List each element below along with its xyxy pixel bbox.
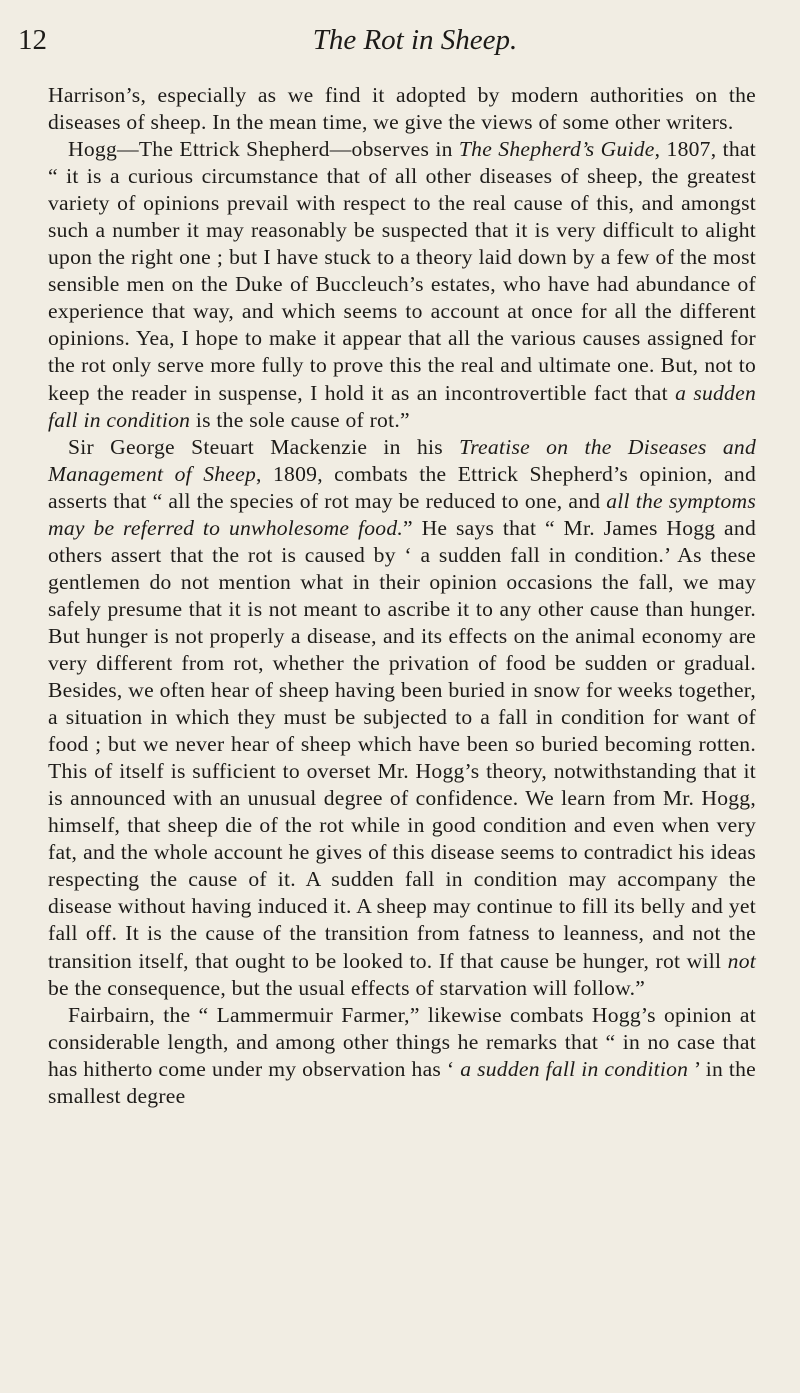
paragraph-fairbairn (48, 1002, 756, 1110)
text-run: ’ in the smallest degree (48, 1056, 756, 1108)
italic-emphasis: a sudden fall in condition (48, 380, 756, 432)
body-text (48, 82, 756, 1110)
paragraph-mackenzie (48, 434, 756, 1002)
text-run: , 1809, combats the Ettrick Shepherd’s opinion, and asserts that “ all the species of rot may be reduced to one, and (48, 461, 756, 513)
italic-emphasis: a sudden fall in condition (460, 1056, 689, 1081)
page-number: 12 (18, 24, 47, 56)
italic-book-title: Treatise on the Diseases and Management of Sheep (48, 434, 756, 486)
italic-emphasis: all the symptoms may be referred to unwholesome food. (48, 488, 756, 540)
text-run: Fairbairn, the “ Lammermuir Farmer,” likewise combats Hogg’s opinion at considerable length, and among other things he remarks that “ in no case that has hitherto come under my observation has ‘ (48, 1002, 756, 1081)
text-run: Harrison’s, especially as we find it adopted by modern authorities on the diseases of sheep. In the mean time, we give the views of some other writers. (48, 83, 756, 135)
italic-book-title: The Shepherd’s Guide (458, 137, 655, 162)
text-run: is the sole cause of rot.” (190, 407, 410, 432)
running-title: The Rot in Sheep. (312, 24, 518, 56)
text-run: Sir George Steuart Mackenzie in his (68, 434, 460, 459)
italic-emphasis: not (727, 948, 756, 973)
text-run: ” He says that “ Mr. James Hogg and others assert that the rot is caused by ‘ a sudden fall in condition.’ As these gentlemen do not mention what in their opinion occasions the fall, we may safely presume that it is not meant to ascribe it to any other cause than hunger. But hunger is not properly a disease, and its effects on the animal economy are very different from rot, whether the privation of food be sudden or gradual. Besides, we often hear of sheep having been buried in snow for weeks together, a situation in which they must be subjected to a fall in condition for want of food ; but we never hear of sheep which have been so buried becoming rotten. This of itself is sufficient to overset Mr. Hogg’s theory, notwithstanding that it is announced with an unusual degree of confidence. We learn from Mr. Hogg, himself, that sheep die of the rot while in good condition and even when very fat, and the whole account he gives of this disease seems to contradict his ideas respecting the cause of it. A sudden fall in condition may accompany the disease without having induced it. A sheep may continue to fill its belly and yet fall off. It is the cause of the transition from fatness to leanness, and not the transition itself, that ought to be looked to. If that cause be hunger, rot will (48, 515, 756, 973)
text-run: be the consequence, but the usual effects of starvation will follow.” (48, 975, 646, 1000)
paragraph-continuation (48, 82, 756, 136)
text-run: Hogg—The Ettrick Shepherd—observes in (68, 137, 459, 162)
text-run: , 1807, that “ it is a curious circumstance that of all other diseases of sheep, the greatest variety of opinions prevail with respect to the real cause of this, and amongst such a number it may reasonably be suspected that it is very difficult to alight upon the right one ; but I have stuck to a theory laid down by a few of the most sensible men on the Duke of Buccleuch’s estates, who have had abundance of experience that way, and which seems to account at once for all the different opinions. Yea, I hope to make it appear that all the various causes assigned for the rot only serve more fully to prove this the real and ultimate one. But, not to keep the reader in suspense, I hold it as an incontrovertible fact that (48, 137, 756, 405)
paragraph-hogg (48, 136, 756, 434)
